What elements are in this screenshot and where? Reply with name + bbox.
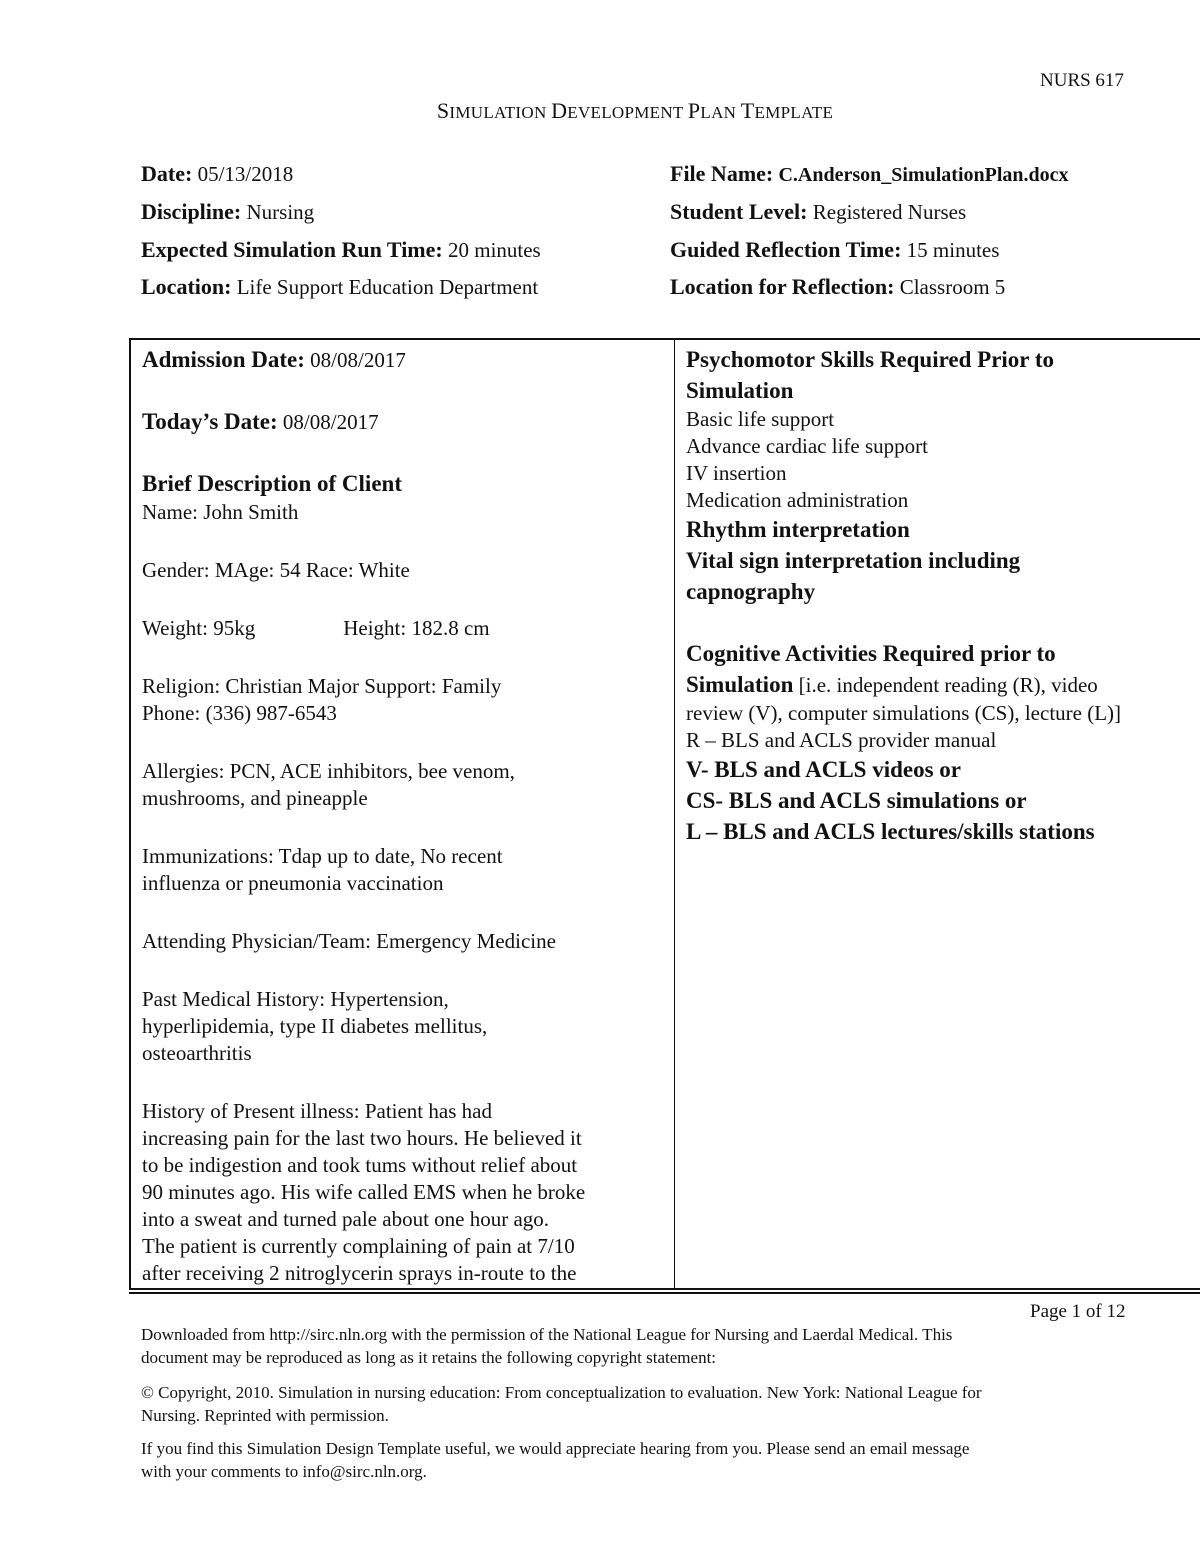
file-name-field: File Name: C.Anderson_SimulationPlan.docx — [670, 161, 1069, 186]
activity-item-bold: L – BLS and ACLS lectures/skills stations — [686, 819, 1095, 844]
cognitive-heading: Cognitive Activities Required prior to — [686, 641, 1056, 666]
copyright-notice: © Copyright, 2010. Simulation in nursing education: From conceptualization to evaluation. New York: National League for Nursing. Reprinted with permission. — [141, 1383, 982, 1425]
client-measurements: Weight: 95kg Height: 182.8 cm — [142, 616, 490, 640]
client-description-column — [142, 344, 667, 1287]
page-number: Page 1 of 12 — [1030, 1301, 1126, 1322]
cognitive-heading-cont: review (V), computer simulations (CS), lecture (L)] — [686, 701, 1122, 725]
client-info-table — [129, 338, 1200, 1290]
brief-description-heading: Brief Description of Client — [142, 471, 402, 496]
client-immunizations: Immunizations: Tdap up to date, No recent — [142, 844, 503, 868]
location-field: Location: Life Support Education Department — [141, 274, 539, 299]
past-medical-history: Past Medical History: Hypertension, — [142, 987, 449, 1011]
hpi-line: History of Present illness: Patient has had — [142, 1099, 492, 1123]
hpi-line: after receiving 2 nitroglycerin sprays in-route to the — [142, 1261, 577, 1285]
psychomotor-heading: Psychomotor Skills Required Prior to — [686, 347, 1054, 372]
activity-item-bold: V- BLS and ACLS videos or — [686, 757, 962, 782]
psychomotor-heading-cont: Simulation — [686, 378, 794, 403]
contact-notice: If you find this Simulation Design Template useful, we would appreciate hearing from you. Please send an email message with your comments to info@sirc.nln.org. — [141, 1439, 970, 1481]
cognitive-heading-cont: Simulation [i.e. independent reading (R), video — [686, 672, 1098, 697]
reflection-time-field: Guided Reflection Time: 15 minutes — [670, 237, 1000, 262]
hpi-line: increasing pain for the last two hours. He believed it — [142, 1126, 582, 1150]
date-field: Date: 05/13/2018 — [141, 161, 294, 186]
client-immunizations-cont: influenza or pneumonia vaccination — [142, 871, 444, 895]
skill-item-bold: Vital sign interpretation including — [686, 548, 1021, 573]
run-time-field: Expected Simulation Run Time: 20 minutes — [141, 237, 541, 262]
activity-item: R – BLS and ACLS provider manual — [686, 728, 997, 752]
admission-date: Admission Date: 08/08/2017 — [142, 347, 406, 372]
skill-item-bold: Rhythm interpretation — [686, 517, 910, 542]
hpi-line: 90 minutes ago. His wife called EMS when he broke — [142, 1180, 586, 1204]
footer-rule — [129, 1292, 1200, 1294]
reflection-location-field: Location for Reflection: Classroom 5 — [670, 274, 1006, 299]
client-allergies-cont: mushrooms, and pineapple — [142, 786, 368, 810]
student-level-field: Student Level: Registered Nurses — [670, 199, 967, 224]
client-demographics: Gender: MAge: 54 Race: White — [142, 558, 410, 582]
client-allergies: Allergies: PCN, ACE inhibitors, bee venom, — [142, 759, 515, 783]
hpi-line: into a sweat and turned pale about one hour ago. — [142, 1207, 550, 1231]
skill-item: Medication administration — [686, 488, 909, 512]
required-skills-column — [686, 344, 1200, 847]
hpi-line: to be indigestion and took tums without relief about — [142, 1153, 578, 1177]
todays-date: Today’s Date: 08/08/2017 — [142, 409, 379, 434]
document-title: SIMULATION DEVELOPMENT PLAN TEMPLATE — [436, 98, 834, 123]
skill-item: Advance cardiac life support — [686, 434, 928, 458]
hpi-line: The patient is currently complaining of pain at 7/10 — [142, 1234, 575, 1258]
activity-item-bold: CS- BLS and ACLS simulations or — [686, 788, 1027, 813]
course-code: NURS 617 — [1040, 70, 1124, 91]
past-medical-history-cont: hyperlipidemia, type II diabetes mellitus, — [142, 1014, 488, 1038]
client-religion: Religion: Christian Major Support: Family — [142, 674, 502, 698]
skill-item: Basic life support — [686, 407, 835, 431]
skill-item-bold: capnography — [686, 579, 816, 604]
attending-physician: Attending Physician/Team: Emergency Medicine — [142, 929, 556, 953]
download-notice: Downloaded from http://sirc.nln.org with the permission of the National League for Nursing and Laerdal Medical. This document may be reproduced as long as it retains the following copyright statement: — [141, 1325, 953, 1367]
client-phone: Phone: (336) 987-6543 — [142, 701, 337, 725]
client-name: Name: John Smith — [142, 500, 299, 524]
past-medical-history-cont: osteoarthritis — [142, 1041, 252, 1065]
skill-item: IV insertion — [686, 461, 787, 485]
column-divider — [674, 340, 675, 1288]
discipline-field: Discipline: Nursing — [141, 199, 315, 224]
